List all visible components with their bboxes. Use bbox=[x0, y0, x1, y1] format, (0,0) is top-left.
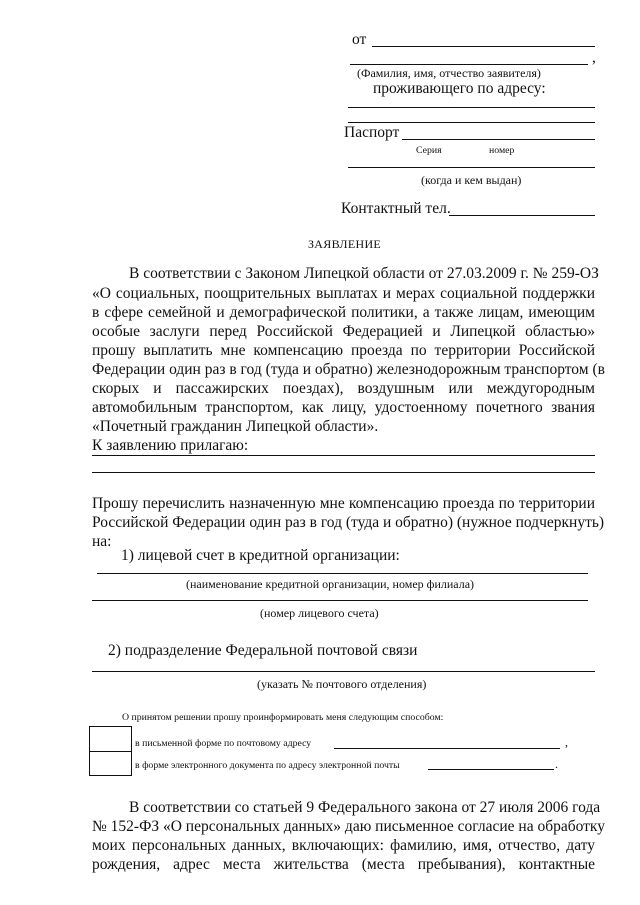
attachments-line-1[interactable] bbox=[92, 455, 595, 456]
para2-last-line: на: bbox=[92, 533, 112, 550]
para3-line: № 152-ФЗ «О персональных данных» даю письменное согласие на обработку bbox=[92, 818, 605, 835]
address-label: проживающего по адресу: bbox=[373, 80, 546, 97]
notify-post-label: в письменной форме по почтовому адресу bbox=[135, 738, 312, 749]
option2-label: 2) подразделение Федеральной почтовой связи bbox=[108, 642, 418, 659]
series-label: Серия bbox=[416, 145, 442, 156]
phone-label: Контактный тел. bbox=[341, 200, 451, 217]
post-office-line[interactable] bbox=[92, 671, 595, 672]
para1-line: «О социальных, поощрительных выплатах и мерах социальной поддержки bbox=[92, 285, 595, 302]
para1-last-line: «Почетный гражданин Липецкой области». bbox=[92, 418, 379, 435]
bank-caption: (наименование кредитной организации, номер филиала) bbox=[186, 577, 475, 591]
applicant-name-line-2[interactable] bbox=[350, 64, 588, 65]
applicant-name-line-1[interactable] bbox=[372, 46, 595, 47]
para1-line: особые заслуги перед Российской Федерацией и Липецкой областью» bbox=[92, 323, 595, 340]
para2-line: Российской Федерации один раз в год (туда и обратно) (нужное подчеркнуть) bbox=[92, 514, 605, 531]
address-line-2[interactable] bbox=[348, 122, 595, 123]
para1-line: в сфере семейной и демографической политики, а также лицам, имеющим bbox=[92, 304, 595, 321]
para3-line: рождения, адрес места жительства (места пребывания), контактные bbox=[92, 856, 595, 873]
para2-line: Прошу перечислить назначенную мне компенсацию проезда по территории bbox=[92, 495, 595, 512]
attachments-label: К заявлению прилагаю: bbox=[92, 437, 249, 454]
number-label: номер bbox=[489, 145, 515, 156]
phone-line[interactable] bbox=[449, 215, 595, 216]
para1-line: прошу выплатить мне компенсацию проезда по территории Российской bbox=[92, 342, 595, 359]
para1-line: скорых и пассажирских поездах), воздушным или междугородным bbox=[92, 380, 595, 397]
name-comma: , bbox=[592, 49, 596, 66]
notify-post-comma: , bbox=[565, 735, 568, 749]
notify-post-line[interactable] bbox=[334, 748, 560, 749]
notify-post-checkbox[interactable] bbox=[89, 726, 132, 752]
passport-label: Паспорт bbox=[344, 124, 400, 141]
para3-first-line: В соответствии со статьей 9 Федерального закона от 27 июля 2006 года bbox=[129, 799, 601, 816]
account-caption: (номер лицевого счета) bbox=[260, 606, 379, 620]
notify-email-label: в форме электронного документа по адресу электронной почты bbox=[135, 760, 400, 771]
bank-name-line[interactable] bbox=[97, 573, 588, 574]
passport-issued-line[interactable] bbox=[348, 167, 595, 168]
account-number-line[interactable] bbox=[92, 600, 588, 601]
notify-email-line[interactable] bbox=[428, 769, 554, 770]
para3-line: моих персональных данных, включающих: фамилию, имя, отчество, дату bbox=[92, 837, 595, 854]
notify-intro: О принятом решении прошу проинформировать меня следующим способом: bbox=[122, 712, 444, 723]
para1-first-line: В соответствии с Законом Липецкой области от 27.03.2009 г. № 259-ОЗ bbox=[129, 265, 599, 282]
document-title: ЗАЯВЛЕНИЕ bbox=[308, 237, 382, 251]
from-label: от bbox=[352, 31, 367, 48]
notify-email-dot: . bbox=[555, 757, 558, 771]
para1-line: автомобильным транспортом, как лицу, удостоенному почетного звания bbox=[92, 399, 595, 416]
attachments-line-2[interactable] bbox=[92, 472, 595, 473]
issued-caption: (когда и кем выдан) bbox=[421, 173, 522, 187]
post-office-caption: (указать № почтового отделения) bbox=[257, 677, 427, 691]
address-line-1[interactable] bbox=[348, 107, 595, 108]
notify-email-checkbox[interactable] bbox=[89, 751, 132, 776]
fio-caption: (Фамилия, имя, отчество заявителя) bbox=[357, 66, 541, 80]
option1-label: 1) лицевой счет в кредитной организации: bbox=[121, 547, 400, 564]
passport-line[interactable] bbox=[402, 139, 595, 140]
para1-line: Федерации один раз в год (туда и обратно) железнодорожным транспортом (в bbox=[92, 361, 605, 378]
